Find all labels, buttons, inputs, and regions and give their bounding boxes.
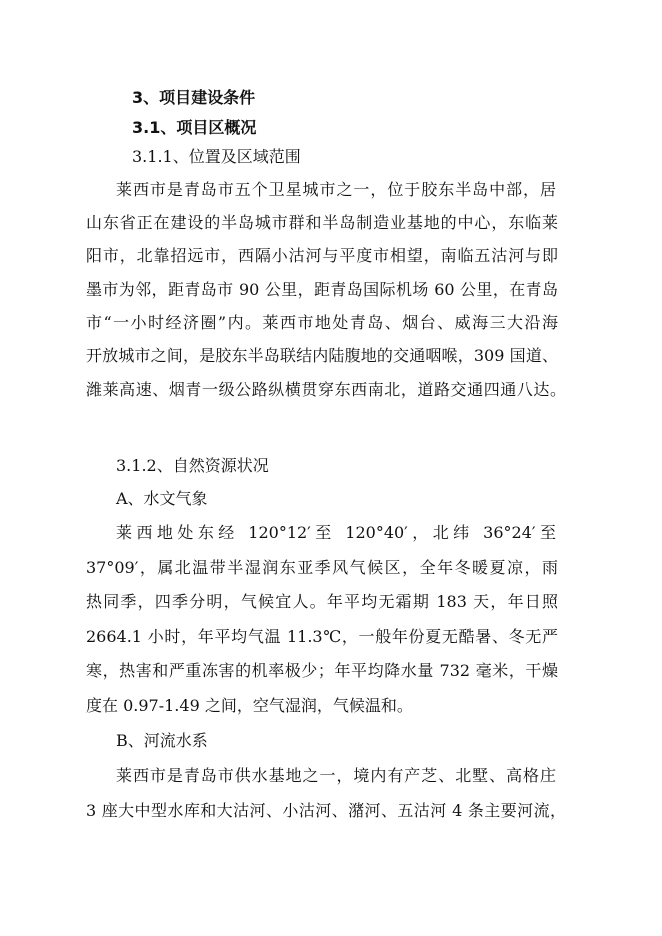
paragraph-line: 市“一小时经济圈”内。莱西市地处青岛、烟台、威海三大沿海 [86, 313, 558, 332]
paragraph-line: 墨市为邻，距青岛市 90 公里，距青岛国际机场 60 公里，在青岛 [86, 280, 558, 299]
paragraph-line: 潍莱高速、烟青一级公路纵横贯穿东西南北，道路交通四通八达。 [86, 380, 566, 399]
paragraph-line: 37°09′，属北温带半湿润东亚季风气候区，全年冬暖夏凉，雨 [86, 558, 558, 577]
section-heading-3-1: 3.1、项目区概况 [132, 118, 257, 137]
paragraph-line: 2664.1 小时，年平均气温 11.3℃，一般年份夏无酷暑、冬无严 [86, 627, 558, 646]
subheading-b: B、河流水系 [116, 731, 208, 750]
paragraph-line: 莱西地处东经 120°12′至 120°40′，北纬 36°24′至 [116, 523, 556, 542]
section-heading-3-1-1: 3.1.1、位置及区域范围 [132, 147, 301, 166]
section-heading-3: 3、项目建设条件 [132, 88, 256, 107]
paragraph-line: 3 座大中型水库和大沽河、小沽河、潴河、五沽河 4 条主要河流， [86, 801, 566, 820]
paragraph-line: 开放城市之间，是胶东半岛联结内陆腹地的交通咽喉，309 国道、 [86, 346, 558, 365]
section-heading-3-1-2: 3.1.2、自然资源状况 [116, 456, 269, 475]
paragraph-line: 阳市，北靠招远市，西隔小沽河与平度市相望，南临五沽河与即 [86, 246, 558, 265]
paragraph-line: 莱西市是青岛市供水基地之一，境内有产芝、北墅、高格庄 [116, 766, 556, 785]
paragraph-line: 度在 0.97-1.49 之间，空气湿润，气候温和。 [86, 696, 413, 715]
paragraph-line: 寒，热害和严重冻害的机率极少；年平均降水量 732 毫米，干燥 [86, 661, 558, 680]
paragraph-line: 莱西市是青岛市五个卫星城市之一，位于胶东半岛中部，居 [116, 180, 556, 199]
paragraph-line: 山东省正在建设的半岛城市群和半岛制造业基地的中心，东临莱 [86, 213, 558, 232]
subheading-a: A、水文气象 [116, 489, 208, 508]
paragraph-line: 热同季，四季分明，气候宜人。年平均无霜期 183 天，年日照 [86, 592, 558, 611]
